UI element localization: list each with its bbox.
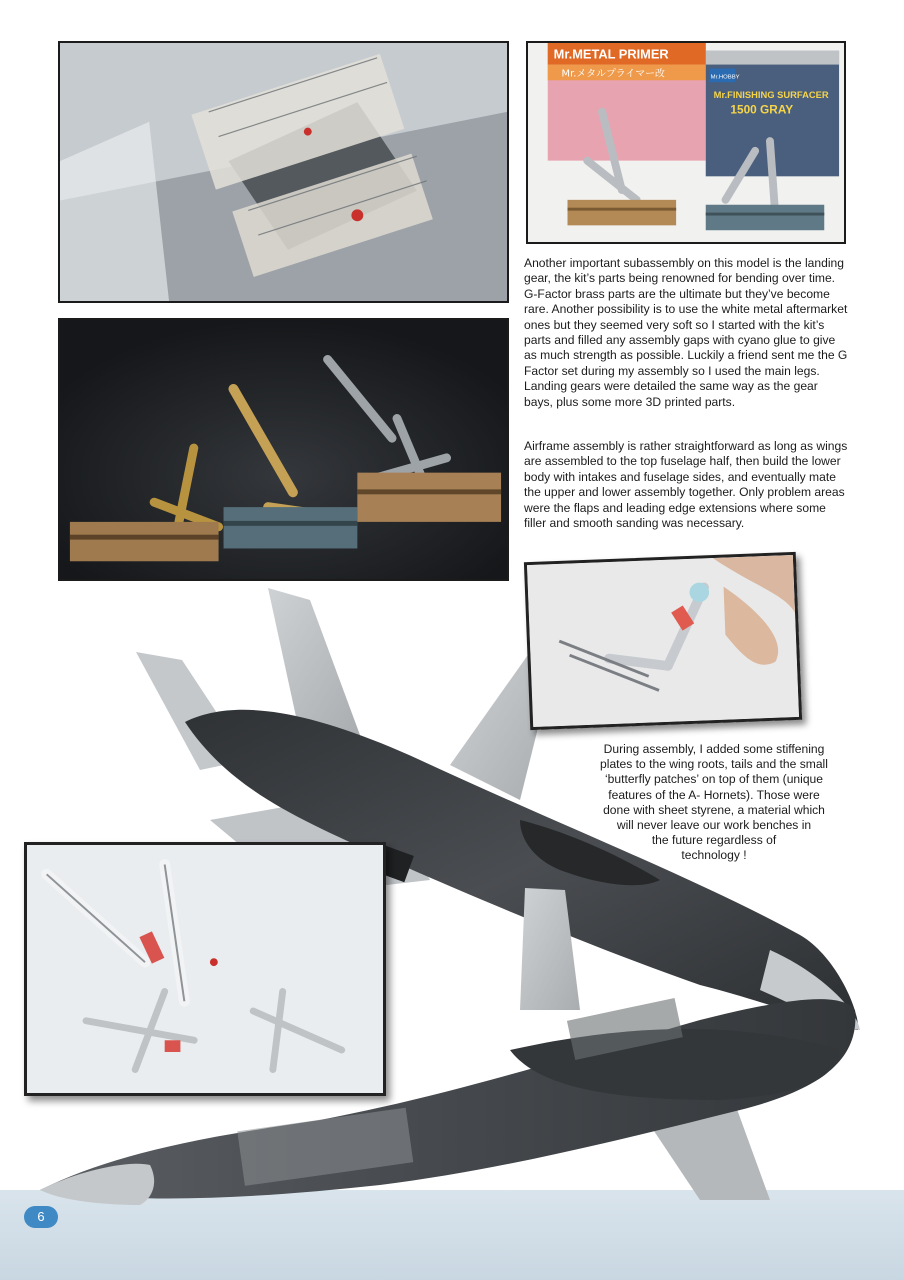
caption-line-1: During assembly, I added some stiffening: [603, 742, 825, 756]
photo-gear-bays: [58, 41, 509, 303]
page-number: 6: [24, 1206, 58, 1228]
article-paragraph-2: Airframe assembly is rather straightforward as long as wings are assembled to the top fuselage half, then build the lower body with intakes and fuselage sides, and eventually mate the upper and lower assembly together. Only problem areas were the flaps and leading edge extensions where some filler and smooth sanding was necessary.: [524, 439, 848, 531]
assembly-caption: [576, 742, 852, 864]
caption-line-8: technology !: [681, 848, 747, 863]
primer-can-sublabel: Mr.メタルプライマー改: [561, 68, 665, 80]
caption-line-2: plates to the wing roots, tails and the small: [600, 757, 828, 772]
photo-landing-gears: [58, 318, 509, 581]
caption-line-5: done with sheet styrene, a material which: [603, 802, 825, 817]
photo-primer-surfacer: [526, 41, 846, 244]
caption-line-3: ‘butterfly patches’ on top of them (unique: [604, 772, 824, 787]
primer-can-label: Mr.METAL PRIMER: [553, 46, 669, 62]
surfacer-jar-label: Mr.FINISHING SURFACER: [713, 89, 829, 100]
caption-line-7: the future regardless of: [651, 833, 777, 848]
hand-gear-image: [527, 555, 799, 727]
photo-white-gears: [24, 842, 386, 1096]
white-gears-image: [27, 845, 383, 1093]
primer-surfacer-image: [528, 43, 844, 242]
surfacer-jar-badge: Mr.HOBBY: [710, 74, 740, 81]
caption-line-6: will never leave our work benches in: [616, 818, 812, 833]
caption-line-4: features of the A- Hornets). Those were: [608, 787, 820, 802]
surfacer-jar-sublabel: 1500 GRAY: [730, 102, 794, 117]
landing-gears-image: [60, 320, 507, 579]
photo-hand-gear: [524, 552, 802, 730]
article-paragraph-1: Another important subassembly on this model is the landing gear, the kit’s parts being renowned for bending over time. G-Factor brass parts are the ultimate but they’ve become rare. Another possibility is to use the white metal aftermarket ones but they seemed very soft so I started with the kit’s parts and filled any assembly gaps with cyano glue to give as much strength as possible. Luckily a friend sent me the G Factor set during my assembly so I used the main legs. Landing gears were detailed the same way as the gear bays, plus some more 3D printed parts.: [524, 256, 848, 409]
gear-bays-image: [60, 43, 507, 301]
